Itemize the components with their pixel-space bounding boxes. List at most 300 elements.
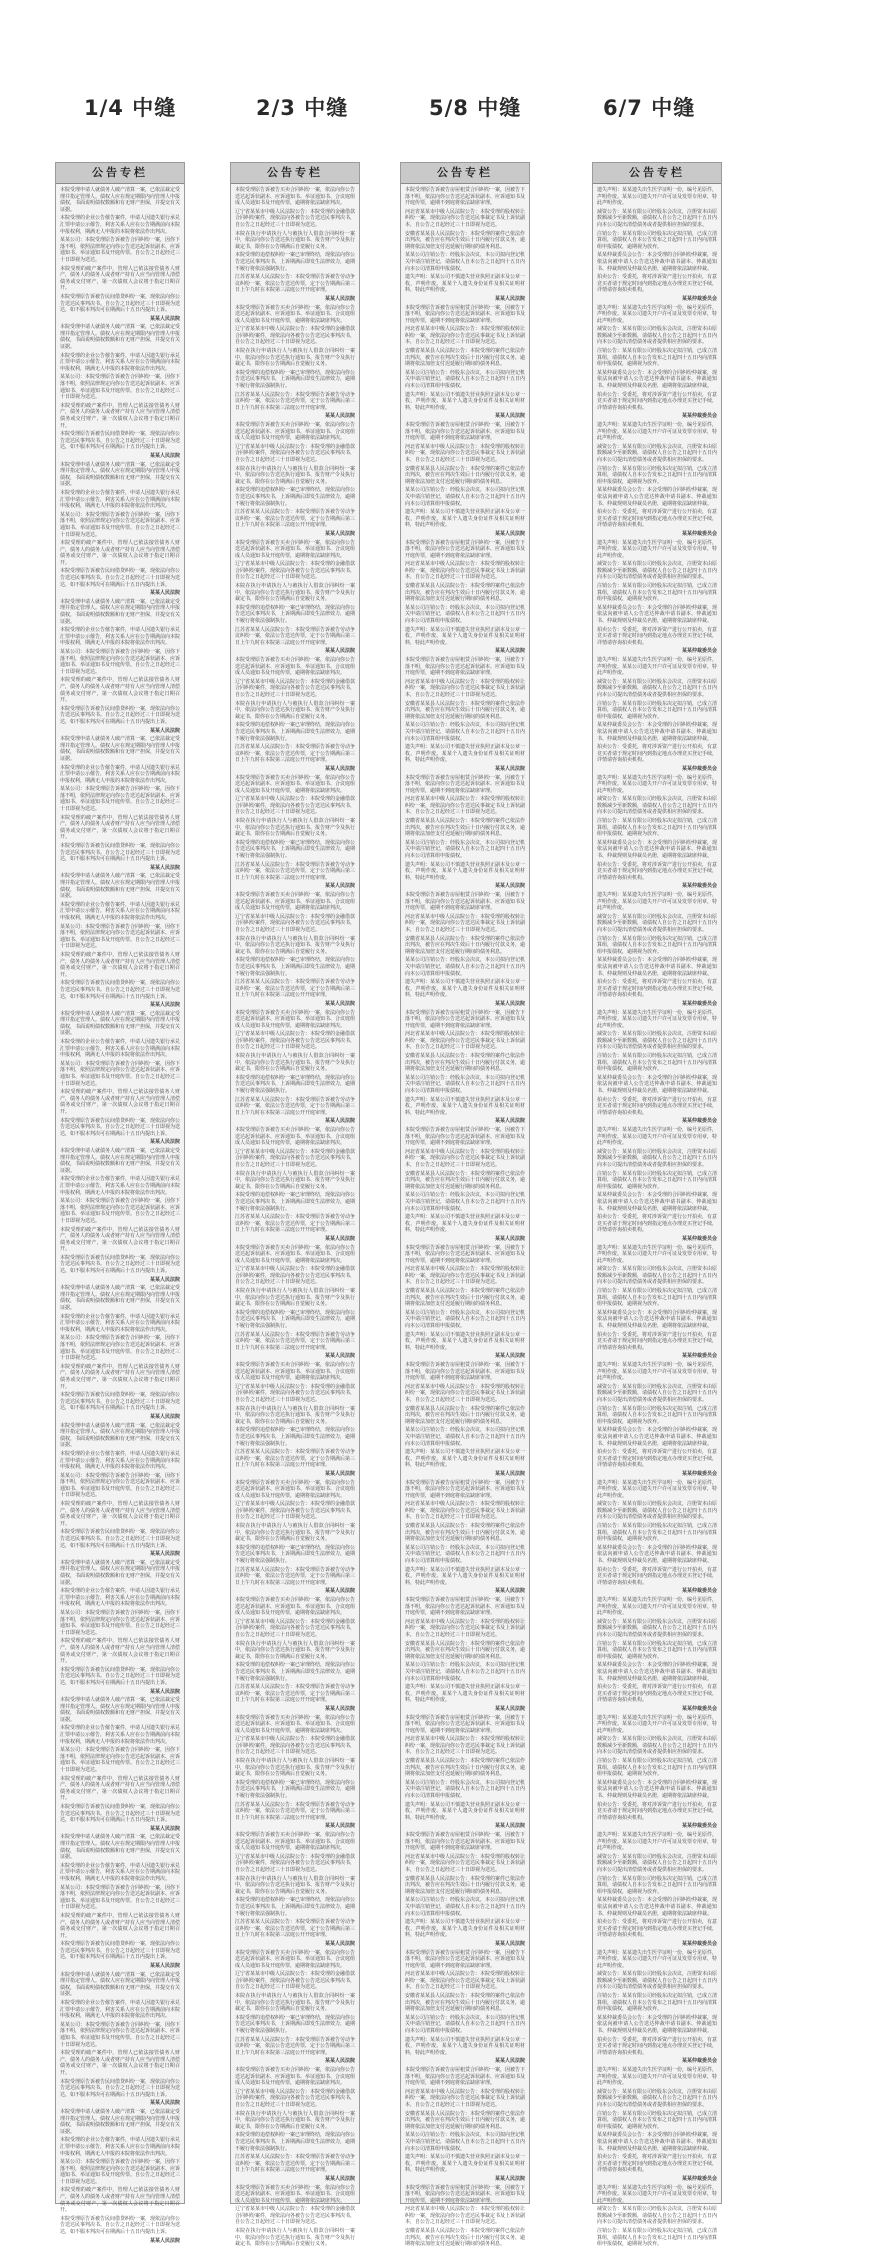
- notice-paragraph: 某某仲裁委员会公告：本会受理的合同纠纷仲裁案，现依法向被申请人公告送达仲裁申请书副本、仲裁通知书、仲裁规则及仲裁员名册，逾期将依法缺席仲裁。: [597, 252, 718, 272]
- notice-paragraph: 安徽省某某县人民法院公告：本院受理的案件已依法作出判决，被告应在判决生效后十日内履行付款义务，逾期将依法加倍支付迟延履行期间的债务利息。: [405, 1288, 526, 1308]
- notice-paragraph: 某某公司注销公告：经股东会决议，本公司拟向登记机关申请注销登记，请债权人自本公告之日起四十五日内向本公司清算组申报债权。: [405, 1897, 526, 1917]
- notice-paragraph: 本院受理的破产案件中，管理人已依法接管债务人财产，债务人的债务人或者财产持有人应当向管理人清偿债务或交付财产，第一次债权人会议将于指定日期召开。: [60, 2050, 181, 2076]
- notice-paragraph: 某某公司：本院受理原告诉被告合同纠纷一案，因你下落不明，依照法律规定向你公告送达起诉状副本、应诉通知书、举证通知书及开庭传票。自公告之日起经过三十日即视为送达。: [60, 649, 181, 675]
- notice-paragraph: 减资公告：某某有限公司经股东会决议，注册资本由原数额减少至新数额，请债权人自公告之日起四十五日内向本公司提出清偿债务或者提供相应担保的要求。: [597, 1266, 718, 1286]
- notice-paragraph: 本院在执行申请执行人与被执行人借款合同纠纷一案中，依法向你公告送达执行通知书、报告财产令及执行裁定书，限你在公告期满后自觉履行义务。: [235, 1993, 356, 2013]
- notice-paragraph: 安徽省某某县人民法院公告：本院受理的案件已依法作出判决，被告应在判决生效后十日内履行付款义务，逾期将依法加倍支付迟延履行期间的债务利息。: [405, 1993, 526, 2013]
- notice-paragraph: 本院受理申请人就债务人破产清算一案，已依法裁定受理并指定管理人。债权人应在规定期限内向管理人申报债权，书面说明债权数额和有无财产担保，并提交有关证据。: [60, 1010, 181, 1037]
- notice-paragraph: 本院受理的企业公告催告案件，申请人因遗失银行承兑汇票申请公示催告，利害关系人应在公告期满前向本院申报权利，期满无人申报的本院将依法作出判决。: [60, 1450, 181, 1471]
- notice-paragraph: 本院受理原告诉被告房屋租赁合同纠纷一案，因被告下落不明，依法向你公告送达起诉状副本、应诉通知书及开庭传票，逾期不到庭将依法缺席审理。: [405, 187, 526, 207]
- notice-paragraph: 本院受理申请人就债务人破产清算一案，已依法裁定受理并指定管理人。债权人应在规定期限内向管理人申报债权，书面说明债权数额和有无财产担保，并提交有关证据。: [60, 1971, 181, 1998]
- notice-paragraph: 某某公司注销公告：经股东会决议，本公司拟向登记机关申请注销登记，请债权人自本公告之日起四十五日内向本公司清算组申报债权。: [405, 1192, 526, 1212]
- notice-paragraph: 辽宁省某某市中级人民法院公告：本院受理的金融借款合同纠纷案件，现依法向各被告公告送达民事判决书，自公告之日起经过三十日即视为送达。: [235, 1618, 356, 1638]
- notice-paragraph: 减资公告：某某有限公司经股东会决议，注册资本由原数额减少至新数额，请债权人自公告之日起四十五日内向本公司提出清偿债务或者提供相应担保的要求。: [597, 2206, 718, 2226]
- notice-paragraph: 遗失声明：某某公司不慎遗失营业执照正副本及公章一枚，声明作废。某某个人遗失身份证件及相关证明材料，特此声明作废。: [405, 509, 526, 529]
- notice-paragraph: 本院受理的追偿权纠纷一案已审理终结，现依法向你公告送达民事判决书，上诉期满后即发生法律效力，逾期不履行将依法强制执行。: [235, 1779, 356, 1800]
- column-label-4: 6/7 中缝: [603, 96, 696, 120]
- notice-paragraph: 本院受理的破产案件中，管理人已依法接管债务人财产，债务人的债务人或者财产持有人应当向管理人清偿债务或交付财产，第一次债权人会议将于指定日期召开。: [60, 1089, 181, 1115]
- notice-signature: 某某人民法院: [324, 1470, 355, 1477]
- notice-paragraph: 本院受理申请人就债务人破产清算一案，已依法裁定受理并指定管理人。债权人应在规定期限内向管理人申报债权，书面说明债权数额和有无财产担保，并提交有关证据。: [60, 1147, 181, 1174]
- notice-paragraph: 某某公司注销公告：经股东会决议，本公司拟向登记机关申请注销登记，请债权人自本公告之日起四十五日内向本公司清算组申报债权。: [405, 369, 526, 390]
- notice-paragraph: 拍卖公告：受委托，将对涉诉资产进行公开拍卖，有意竞买者请于规定时间内到指定地点办理竞买登记手续，详情请咨询拍卖机构。: [597, 1096, 718, 1116]
- notice-paragraph: 某某仲裁委员会公告：本会受理的合同纠纷仲裁案，现依法向被申请人公告送达仲裁申请书副本、仲裁通知书、仲裁规则及仲裁员名册，逾期将依法缺席仲裁。: [597, 1897, 718, 1917]
- column-label-2: 2/3 中缝: [256, 96, 349, 120]
- notice-signature: 某某人民法院: [324, 413, 355, 420]
- notice-paragraph: 某某公司注销公告：经股东会决议，本公司拟向登记机关申请注销登记，请债权人自本公告之日起四十五日内向本公司清算组申报债权。: [405, 2014, 526, 2035]
- notice-paragraph: 本院受理的企业公告催告案件，申请人因遗失银行承兑汇票申请公示催告，利害关系人应在公告期满前向本院申报权利，期满无人申报的本院将依法作出判决。: [60, 1862, 181, 1882]
- notice-paragraph: 江苏省某某人民法院公告：本院受理原告诉被告劳动争议纠纷一案，依法公告送达传票，定于公告期满后第三日上午九时在本院第三法庭公开开庭审理。: [235, 1331, 356, 1351]
- notice-paragraph: 本院受理原告诉被告民间借贷纠纷一案，现依法向你公告送达民事判决书。自公告之日起经过三十日即视为送达，如不服本判决可在期满后十五日内提出上诉。: [60, 1529, 181, 1549]
- notice-paragraph: 本院受理的追偿权纠纷一案已审理终结，现依法向你公告送达民事判决书，上诉期满后即发生法律效力，逾期不履行将依法强制执行。: [235, 1309, 356, 1330]
- notice-paragraph: 注销公告：某某有限公司经股东决定拟注销，已成立清算组，请债权人自本公告发布之日起四十五日内向清算组申报债权，逾期视为放弃。: [597, 583, 718, 603]
- notice-signature: 某某人民法院: [324, 1235, 355, 1242]
- notice-paragraph: 减资公告：某某有限公司经股东会决议，注册资本由原数额减少至新数额，请债权人自公告之日起四十五日内向本公司提出清偿债务或者提供相应担保的要求。: [597, 1383, 718, 1403]
- notice-paragraph: 某某仲裁委员会公告：本会受理的合同纠纷仲裁案，现依法向被申请人公告送达仲裁申请书副本、仲裁通知书、仲裁规则及仲裁员名册，逾期将依法缺席仲裁。: [597, 1309, 718, 1330]
- notice-paragraph: 遗失声明：某某公司不慎遗失营业执照正副本及公章一枚，声明作废。某某个人遗失身份证件及相关证明材料，特此声明作废。: [405, 2036, 526, 2056]
- notice-paragraph: 注销公告：某某有限公司经股东决定拟注销，已成立清算组，请债权人自本公告发布之日起四十五日内向清算组申报债权，逾期视为放弃。: [597, 465, 718, 485]
- notice-signature: 某某人民法院: [494, 1823, 525, 1830]
- notice-paragraph: 本院受理的追偿权纠纷一案已审理终结，现依法向你公告送达民事判决书，上诉期满后即发生法律效力，逾期不履行将依法强制执行。: [235, 1544, 356, 1565]
- notice-paragraph: 本院受理申请人就债务人破产清算一案，已依法裁定受理并指定管理人。债权人应在规定期限内向管理人申报债权，书面说明债权数额和有无财产担保，并提交有关证据。: [60, 598, 181, 625]
- notice-paragraph: 某某公司：本院受理原告诉被告合同纠纷一案，因你下落不明，依照法律规定向你公告送达起诉状副本、应诉通知书、举证通知书及开庭传票。自公告之日起经过三十日即视为送达。: [60, 1884, 181, 1911]
- notice-paragraph: 某某仲裁委员会公告：本会受理的合同纠纷仲裁案，现依法向被申请人公告送达仲裁申请书副本、仲裁通知书、仲裁规则及仲裁员名册，逾期将依法缺席仲裁。: [597, 1427, 718, 1447]
- notice-signature: 某某人民法院: [494, 1000, 525, 1007]
- notice-signature: 某某人民法院: [324, 1823, 355, 1830]
- notice-signature: 某某仲裁委员会: [681, 2175, 717, 2182]
- notice-paragraph: 遗失声明：某某遗失出生医学证明一份，编号见原件，声明作废。某某公司遗失开户许可证及发票专用章，特此声明作废。: [597, 1949, 718, 1969]
- notice-paragraph: 本院受理的企业公告催告案件，申请人因遗失银行承兑汇票申请公示催告，利害关系人应在公告期满前向本院申报权利，期满无人申报的本院将依法作出判决。: [60, 2137, 181, 2157]
- notice-signature: 某某人民法院: [324, 1118, 355, 1125]
- notice-paragraph: 本院受理原告诉被告买卖合同纠纷一案，依法向你公告送达起诉状副本、应诉通知书、举证通知书、合议庭组成人员通知书及开庭传票，逾期将依法缺席判决。: [235, 539, 356, 559]
- notice-signature: 某某人民法院: [494, 413, 525, 420]
- notice-paragraph: 本院受理原告诉被告买卖合同纠纷一案，依法向你公告送达起诉状副本、应诉通知书、举证通知书、合议庭组成人员通知书及开庭传票，逾期将依法缺席判决。: [235, 304, 356, 324]
- notice-signature: 某某人民法院: [324, 1353, 355, 1360]
- notice-column-1: [55, 162, 185, 2244]
- notice-paragraph: 本院受理原告诉被告房屋租赁合同纠纷一案，因被告下落不明，依法向你公告送达起诉状副本、应诉通知书及开庭传票，逾期不到庭将依法缺席审理。: [405, 1597, 526, 1617]
- notice-signature: 某某人民法院: [324, 765, 355, 772]
- notice-paragraph: 本院受理的企业公告催告案件，申请人因遗失银行承兑汇票申请公示催告，利害关系人应在公告期满前向本院申报权利，期满无人申报的本院将依法作出判决。: [60, 489, 181, 510]
- notice-paragraph: 本院受理原告诉被告买卖合同纠纷一案，依法向你公告送达起诉状副本、应诉通知书、举证通知书、合议庭组成人员通知书及开庭传票，逾期将依法缺席判决。: [235, 2067, 356, 2087]
- notice-paragraph: 河北省某某市中级人民法院公告：本院受理的股权转让纠纷一案，现依法向你公告送达民事裁定书及上诉状副本，自公告之日起经过三十日即视为送达。: [405, 1618, 526, 1638]
- notice-paragraph: 某某仲裁委员会公告：本会受理的合同纠纷仲裁案，现依法向被申请人公告送达仲裁申请书副本、仲裁通知书、仲裁规则及仲裁员名册，逾期将依法缺席仲裁。: [597, 2132, 718, 2152]
- notice-paragraph: 减资公告：某某有限公司经股东会决议，注册资本由原数额减少至新数额，请债权人自公告之日起四十五日内向本公司提出清偿债务或者提供相应担保的要求。: [597, 678, 718, 698]
- notice-paragraph: 本院受理的追偿权纠纷一案已审理终结，现依法向你公告送达民事判决书，上诉期满后即发生法律效力，逾期不履行将依法强制执行。: [235, 369, 356, 390]
- notice-paragraph: 本院受理的追偿权纠纷一案已审理终结，现依法向你公告送达民事判决书，上诉期满后即发生法律效力，逾期不履行将依法强制执行。: [235, 1662, 356, 1682]
- notice-paragraph: 遗失声明：某某遗失出生医学证明一份，编号见原件，声明作废。某某公司遗失开户许可证及发票专用章，特此声明作废。: [597, 1714, 718, 1734]
- notice-paragraph: 注销公告：某某有限公司经股东决定拟注销，已成立清算组，请债权人自本公告发布之日起四十五日内向清算组申报债权，逾期视为放弃。: [597, 348, 718, 368]
- notice-paragraph: 遗失声明：某某公司不慎遗失营业执照正副本及公章一枚，声明作废。某某个人遗失身份证件及相关证明材料，特此声明作废。: [405, 1449, 526, 1469]
- notice-paragraph: 本院受理的企业公告催告案件，申请人因遗失银行承兑汇票申请公示催告，利害关系人应在公告期满前向本院申报权利，期满无人申报的本院将依法作出判决。: [60, 2000, 181, 2020]
- notice-signature: 某某仲裁委员会: [681, 1353, 717, 1360]
- notice-paragraph: 遗失声明：某某遗失出生医学证明一份，编号见原件，声明作废。某某公司遗失开户许可证及发票专用章，特此声明作废。: [597, 1479, 718, 1499]
- notice-paragraph: 河北省某某市中级人民法院公告：本院受理的股权转让纠纷一案，现依法向你公告送达民事裁定书及上诉状副本，自公告之日起经过三十日即视为送达。: [405, 1736, 526, 1756]
- notice-paragraph: 某某公司：本院受理原告诉被告合同纠纷一案，因你下落不明，依照法律规定向你公告送达起诉状副本、应诉通知书、举证通知书及开庭传票。自公告之日起经过三十日即视为送达。: [60, 786, 181, 813]
- notice-signature: 某某仲裁委员会: [681, 530, 717, 537]
- notice-paragraph: 安徽省某某县人民法院公告：本院受理的案件已依法作出判决，被告应在判决生效后十日内履行付款义务，逾期将依法加倍支付迟延履行期间的债务利息。: [405, 2110, 526, 2130]
- notice-paragraph: 拍卖公告：受委托，将对涉诉资产进行公开拍卖，有意竞买者请于规定时间内到指定地点办理竞买登记手续，详情请咨询拍卖机构。: [597, 1919, 718, 1939]
- notice-paragraph: 本院受理原告诉被告房屋租赁合同纠纷一案，因被告下落不明，依法向你公告送达起诉状副本、应诉通知书及开庭传票，逾期不到庭将依法缺席审理。: [405, 2067, 526, 2087]
- notice-signature: 某某人民法院: [149, 1276, 180, 1283]
- notice-paragraph: 遗失声明：某某公司不慎遗失营业执照正副本及公章一枚，声明作废。某某个人遗失身份证件及相关证明材料，特此声明作废。: [405, 1919, 526, 1939]
- notice-signature: 某某人民法院: [494, 1470, 525, 1477]
- notice-paragraph: 本院受理的追偿权纠纷一案已审理终结，现依法向你公告送达民事判决书，上诉期满后即发生法律效力，逾期不履行将依法强制执行。: [235, 604, 356, 625]
- notice-signature: 某某仲裁委员会: [681, 1235, 717, 1242]
- notice-paragraph: 本院受理的破产案件中，管理人已依法接管债务人财产，债务人的债务人或者财产持有人应当向管理人清偿债务或交付财产，第一次债权人会议将于指定日期召开。: [60, 1912, 181, 1939]
- notice-paragraph: 本院受理的追偿权纠纷一案已审理终结，现依法向你公告送达民事判决书，上诉期满后即发生法律效力，逾期不履行将依法强制执行。: [235, 2014, 356, 2035]
- notice-paragraph: 注销公告：某某有限公司经股东决定拟注销，已成立清算组，请债权人自本公告发布之日起四十五日内向清算组申报债权，逾期视为放弃。: [597, 1640, 718, 1660]
- notice-signature: 某某人民法院: [494, 295, 525, 302]
- notice-paragraph: 本院在执行申请执行人与被执行人借款合同纠纷一案中，依法向你公告送达执行通知书、报告财产令及执行裁定书，限你在公告期满后自觉履行义务。: [235, 700, 356, 720]
- notice-paragraph: 本院受理原告诉被告买卖合同纠纷一案，依法向你公告送达起诉状副本、应诉通知书、举证通知书、合议庭组成人员通知书及开庭传票，逾期将依法缺席判决。: [235, 1949, 356, 1969]
- notice-paragraph: 本院受理申请人就债务人破产清算一案，已依法裁定受理并指定管理人。债权人应在规定期限内向管理人申报债权，书面说明债权数额和有无财产担保，并提交有关证据。: [60, 1285, 181, 1312]
- notice-paragraph: 辽宁省某某市中级人民法院公告：本院受理的金融借款合同纠纷案件，现依法向各被告公告送达民事判决书，自公告之日起经过三十日即视为送达。: [235, 1853, 356, 1873]
- notice-signature: 某某仲裁委员会: [681, 1118, 717, 1125]
- notice-paragraph: 安徽省某某县人民法院公告：本院受理的案件已依法作出判决，被告应在判决生效后十日内履行付款义务，逾期将依法加倍支付迟延履行期间的债务利息。: [405, 935, 526, 955]
- notice-paragraph: 本院在执行申请执行人与被执行人借款合同纠纷一案中，依法向你公告送达执行通知书、报告财产令及执行裁定书，限你在公告期满后自觉履行义务。: [235, 1170, 356, 1190]
- notice-paragraph: 注销公告：某某有限公司经股东决定拟注销，已成立清算组，请债权人自本公告发布之日起四十五日内向清算组申报债权，逾期视为放弃。: [597, 1523, 718, 1543]
- notice-paragraph: 本院受理的追偿权纠纷一案已审理终结，现依法向你公告送达民事判决书，上诉期满后即发生法律效力，逾期不履行将依法强制执行。: [235, 487, 356, 507]
- notice-paragraph: 辽宁省某某市中级人民法院公告：本院受理的金融借款合同纠纷案件，现依法向各被告公告送达民事判决书，自公告之日起经过三十日即视为送达。: [235, 2206, 356, 2226]
- notice-paragraph: 减资公告：某某有限公司经股东会决议，注册资本由原数额减少至新数额，请债权人自公告之日起四十五日内向本公司提出清偿债务或者提供相应担保的要求。: [597, 796, 718, 816]
- notice-paragraph: 某某仲裁委员会公告：本会受理的合同纠纷仲裁案，现依法向被申请人公告送达仲裁申请书副本、仲裁通知书、仲裁规则及仲裁员名册，逾期将依法缺席仲裁。: [597, 2014, 718, 2035]
- notice-paragraph: 拍卖公告：受委托，将对涉诉资产进行公开拍卖，有意竞买者请于规定时间内到指定地点办理竞买登记手续，详情请咨询拍卖机构。: [597, 391, 718, 411]
- column-body: [60, 187, 181, 2244]
- notice-paragraph: 注销公告：某某有限公司经股东决定拟注销，已成立清算组，请债权人自本公告发布之日起四十五日内向清算组申报债权，逾期视为放弃。: [597, 1170, 718, 1190]
- notice-paragraph: 辽宁省某某市中级人民法院公告：本院受理的金融借款合同纠纷案件，现依法向各被告公告送达民事判决书，自公告之日起经过三十日即视为送达。: [235, 2088, 356, 2108]
- notice-paragraph: 本院受理原告诉被告房屋租赁合同纠纷一案，因被告下落不明，依法向你公告送达起诉状副本、应诉通知书及开庭传票，逾期不到庭将依法缺席审理。: [405, 1479, 526, 1499]
- notice-paragraph: 江苏省某某人民法院公告：本院受理原告诉被告劳动争议纠纷一案，依法公告送达传票，定于公告期满后第三日上午九时在本院第三法庭公开开庭审理。: [235, 1684, 356, 1704]
- notice-paragraph: 遗失声明：某某公司不慎遗失营业执照正副本及公章一枚，声明作废。某某个人遗失身份证件及相关证明材料，特此声明作废。: [405, 1801, 526, 1821]
- notice-paragraph: 本院受理的破产案件中，管理人已依法接管债务人财产，债务人的债务人或者财产持有人应当向管理人清偿债务或交付财产，第一次债权人会议将于指定日期召开。: [60, 2187, 181, 2214]
- column-header: 公告专栏: [231, 163, 359, 184]
- notice-paragraph: 某某公司注销公告：经股东会决议，本公司拟向登记机关申请注销登记，请债权人自本公告之日起四十五日内向本公司清算组申报债权。: [405, 1544, 526, 1565]
- notice-signature: 某某人民法院: [494, 2175, 525, 2182]
- notice-paragraph: 某某仲裁委员会公告：本会受理的合同纠纷仲裁案，现依法向被申请人公告送达仲裁申请书副本、仲裁通知书、仲裁规则及仲裁员名册，逾期将依法缺席仲裁。: [597, 369, 718, 390]
- notice-paragraph: 本院受理原告诉被告房屋租赁合同纠纷一案，因被告下落不明，依法向你公告送达起诉状副本、应诉通知书及开庭传票，逾期不到庭将依法缺席审理。: [405, 1362, 526, 1382]
- notice-paragraph: 某某公司：本院受理原告诉被告合同纠纷一案，因你下落不明，依照法律规定向你公告送达起诉状副本、应诉通知书、举证通知书及开庭传票。自公告之日起经过三十日即视为送达。: [60, 2021, 181, 2048]
- notice-paragraph: 本院在执行申请执行人与被执行人借款合同纠纷一案中，依法向你公告送达执行通知书、报告财产令及执行裁定书，限你在公告期满后自觉履行义务。: [235, 348, 356, 368]
- notice-paragraph: 减资公告：某某有限公司经股东会决议，注册资本由原数额减少至新数额，请债权人自公告之日起四十五日内向本公司提出清偿债务或者提供相应担保的要求。: [597, 1618, 718, 1638]
- notice-paragraph: 本院受理原告诉被告买卖合同纠纷一案，依法向你公告送达起诉状副本、应诉通知书、举证通知书、合议庭组成人员通知书及开庭传票，逾期将依法缺席判决。: [235, 1362, 356, 1382]
- notice-paragraph: 本院受理的破产案件中，管理人已依法接管债务人财产，债务人的债务人或者财产持有人应当向管理人清偿债务或交付财产，第一次债权人会议将于指定日期召开。: [60, 265, 181, 292]
- notice-signature: 某某仲裁委员会: [681, 2058, 717, 2065]
- notice-paragraph: 安徽省某某县人民法院公告：本院受理的案件已依法作出判决，被告应在判决生效后十日内履行付款义务，逾期将依法加倍支付迟延履行期间的债务利息。: [405, 348, 526, 368]
- notice-paragraph: 河北省某某市中级人民法院公告：本院受理的股权转让纠纷一案，现依法向你公告送达民事裁定书及上诉状副本，自公告之日起经过三十日即视为送达。: [405, 1266, 526, 1286]
- notice-paragraph: 某某公司：本院受理原告诉被告合同纠纷一案，因你下落不明，依照法律规定向你公告送达起诉状副本、应诉通知书、举证通知书及开庭传票。自公告之日起经过三十日即视为送达。: [60, 1335, 181, 1362]
- notice-paragraph: 本院受理申请人就债务人破产清算一案，已依法裁定受理并指定管理人。债权人应在规定期限内向管理人申报债权，书面说明债权数额和有无财产担保，并提交有关证据。: [60, 187, 181, 213]
- notice-paragraph: 本院受理原告诉被告买卖合同纠纷一案，依法向你公告送达起诉状副本、应诉通知书、举证通知书、合议庭组成人员通知书及开庭传票，逾期将依法缺席判决。: [235, 1832, 356, 1852]
- notice-paragraph: 拍卖公告：受委托，将对涉诉资产进行公开拍卖，有意竞买者请于规定时间内到指定地点办理竞买登记手续，详情请咨询拍卖机构。: [597, 979, 718, 999]
- notice-paragraph: 本院受理原告诉被告买卖合同纠纷一案，依法向你公告送达起诉状副本、应诉通知书、举证通知书、合议庭组成人员通知书及开庭传票，逾期将依法缺席判决。: [235, 1714, 356, 1734]
- notice-paragraph: 本院受理原告诉被告民间借贷纠纷一案，现依法向你公告送达民事判决书。自公告之日起经过三十日即视为送达，如不服本判决可在期满后十五日内提出上诉。: [60, 705, 181, 725]
- notice-paragraph: 本院在执行申请执行人与被执行人借款合同纠纷一案中，依法向你公告送达执行通知书、报告财产令及执行裁定书，限你在公告期满后自觉履行义务。: [235, 1640, 356, 1660]
- notice-paragraph: 某某仲裁委员会公告：本会受理的合同纠纷仲裁案，现依法向被申请人公告送达仲裁申请书副本、仲裁通知书、仲裁规则及仲裁员名册，逾期将依法缺席仲裁。: [597, 839, 718, 860]
- notice-paragraph: 本院受理原告诉被告房屋租赁合同纠纷一案，因被告下落不明，依法向你公告送达起诉状副本、应诉通知书及开庭传票，逾期不到庭将依法缺席审理。: [405, 539, 526, 559]
- notice-paragraph: 河北省某某市中级人民法院公告：本院受理的股权转让纠纷一案，现依法向你公告送达民事裁定书及上诉状副本，自公告之日起经过三十日即视为送达。: [405, 561, 526, 581]
- notice-signature: 某某人民法院: [494, 1588, 525, 1595]
- notice-paragraph: 辽宁省某某市中级人民法院公告：本院受理的金融借款合同纠纷案件，现依法向各被告公告送达民事判决书，自公告之日起经过三十日即视为送达。: [235, 1148, 356, 1168]
- notice-paragraph: 本院受理申请人就债务人破产清算一案，已依法裁定受理并指定管理人。债权人应在规定期限内向管理人申报债权，书面说明债权数额和有无财产担保，并提交有关证据。: [60, 1422, 181, 1449]
- notice-paragraph: 减资公告：某某有限公司经股东会决议，注册资本由原数额减少至新数额，请债权人自公告之日起四十五日内向本公司提出清偿债务或者提供相应担保的要求。: [597, 326, 718, 346]
- notice-paragraph: 江苏省某某人民法院公告：本院受理原告诉被告劳动争议纠纷一案，依法公告送达传票，定于公告期满后第三日上午九时在本院第三法庭公开开庭审理。: [235, 274, 356, 294]
- notice-signature: 某某仲裁委员会: [681, 1705, 717, 1712]
- notice-paragraph: 拍卖公告：受委托，将对涉诉资产进行公开拍卖，有意竞买者请于规定时间内到指定地点办理竞买登记手续，详情请咨询拍卖机构。: [597, 626, 718, 646]
- notice-paragraph: 本院受理原告诉被告买卖合同纠纷一案，依法向你公告送达起诉状副本、应诉通知书、举证通知书、合议庭组成人员通知书及开庭传票，逾期将依法缺席判决。: [235, 1597, 356, 1617]
- notice-paragraph: 某某仲裁委员会公告：本会受理的合同纠纷仲裁案，现依法向被申请人公告送达仲裁申请书副本、仲裁通知书、仲裁规则及仲裁员名册，逾期将依法缺席仲裁。: [597, 957, 718, 977]
- notice-paragraph: 本院受理的破产案件中，管理人已依法接管债务人财产，债务人的债务人或者财产持有人应当向管理人清偿债务或交付财产，第一次债权人会议将于指定日期召开。: [60, 951, 181, 978]
- notice-paragraph: 本院受理原告诉被告房屋租赁合同纠纷一案，因被告下落不明，依法向你公告送达起诉状副本、应诉通知书及开庭传票，逾期不到庭将依法缺席审理。: [405, 892, 526, 912]
- notice-paragraph: 江苏省某某人民法院公告：本院受理原告诉被告劳动争议纠纷一案，依法公告送达传票，定于公告期满后第三日上午九时在本院第三法庭公开开庭审理。: [235, 509, 356, 529]
- notice-paragraph: 减资公告：某某有限公司经股东会决议，注册资本由原数额减少至新数额，请债权人自公告之日起四十五日内向本公司提出清偿债务或者提供相应担保的要求。: [597, 1971, 718, 1991]
- notice-paragraph: 本院受理原告诉被告买卖合同纠纷一案，依法向你公告送达起诉状副本、应诉通知书、举证通知书、合议庭组成人员通知书及开庭传票，逾期将依法缺席判决。: [235, 1479, 356, 1499]
- notice-signature: 某某人民法院: [149, 727, 180, 734]
- notice-paragraph: 本院受理申请人就债务人破产清算一案，已依法裁定受理并指定管理人。债权人应在规定期限内向管理人申报债权，书面说明债权数额和有无财产担保，并提交有关证据。: [60, 1697, 181, 1723]
- notice-paragraph: 某某公司：本院受理原告诉被告合同纠纷一案，因你下落不明，依照法律规定向你公告送达起诉状副本、应诉通知书、举证通知书及开庭传票。自公告之日起经过三十日即视为送达。: [60, 923, 181, 950]
- notice-signature: 某某仲裁委员会: [681, 1000, 717, 1007]
- notice-signature: 某某人民法院: [324, 883, 355, 890]
- notice-paragraph: 某某仲裁委员会公告：本会受理的合同纠纷仲裁案，现依法向被申请人公告送达仲裁申请书副本、仲裁通知书、仲裁规则及仲裁员名册，逾期将依法缺席仲裁。: [597, 1192, 718, 1212]
- notice-paragraph: 注销公告：某某有限公司经股东决定拟注销，已成立清算组，请债权人自本公告发布之日起四十五日内向清算组申报债权，逾期视为放弃。: [597, 1405, 718, 1425]
- notice-paragraph: 安徽省某某县人民法院公告：本院受理的案件已依法作出判决，被告应在判决生效后十日内履行付款义务，逾期将依法加倍支付迟延履行期间的债务利息。: [405, 465, 526, 485]
- notice-paragraph: 本院受理原告诉被告房屋租赁合同纠纷一案，因被告下落不明，依法向你公告送达起诉状副本、应诉通知书及开庭传票，逾期不到庭将依法缺席审理。: [405, 774, 526, 794]
- notice-paragraph: 某某公司注销公告：经股东会决议，本公司拟向登记机关申请注销登记，请债权人自本公告之日起四十五日内向本公司清算组申报债权。: [405, 1074, 526, 1095]
- notice-paragraph: 遗失声明：某某遗失出生医学证明一份，编号见原件，声明作废。某某公司遗失开户许可证及发票专用章，特此声明作废。: [597, 2184, 718, 2204]
- notice-paragraph: 本院受理的企业公告催告案件，申请人因遗失银行承兑汇票申请公示催告，利害关系人应在公告期满前向本院申报权利，期满无人申报的本院将依法作出判决。: [60, 1176, 181, 1196]
- notice-signature: 某某仲裁委员会: [681, 765, 717, 772]
- notice-paragraph: 减资公告：某某有限公司经股东会决议，注册资本由原数额减少至新数额，请债权人自公告之日起四十五日内向本公司提出清偿债务或者提供相应担保的要求。: [597, 1736, 718, 1756]
- notice-signature: 某某人民法院: [494, 1235, 525, 1242]
- notice-paragraph: 安徽省某某县人民法院公告：本院受理的案件已依法作出判决，被告应在判决生效后十日内履行付款义务，逾期将依法加倍支付迟延履行期间的债务利息。: [405, 1053, 526, 1073]
- notice-signature: 某某仲裁委员会: [681, 1470, 717, 1477]
- notice-paragraph: 某某公司：本院受理原告诉被告合同纠纷一案，因你下落不明，依照法律规定向你公告送达起诉状副本、应诉通知书、举证通知书及开庭传票。自公告之日起经过三十日即视为送达。: [60, 1609, 181, 1636]
- notice-paragraph: 本院受理的追偿权纠纷一案已审理终结，现依法向你公告送达民事判决书，上诉期满后即发生法律效力，逾期不履行将依法强制执行。: [235, 722, 356, 742]
- notice-paragraph: 遗失声明：某某遗失出生医学证明一份，编号见原件，声明作废。某某公司遗失开户许可证及发票专用章，特此声明作废。: [597, 539, 718, 559]
- notice-paragraph: 本院受理的破产案件中，管理人已依法接管债务人财产，债务人的债务人或者财产持有人应当向管理人清偿债务或交付财产，第一次债权人会议将于指定日期召开。: [60, 1775, 181, 1802]
- column-header: 公告专栏: [593, 163, 721, 184]
- notice-paragraph: 减资公告：某某有限公司经股东会决议，注册资本由原数额减少至新数额，请债权人自公告之日起四十五日内向本公司提出清偿债务或者提供相应担保的要求。: [597, 913, 718, 933]
- notice-paragraph: 河北省某某市中级人民法院公告：本院受理的股权转让纠纷一案，现依法向你公告送达民事裁定书及上诉状副本，自公告之日起经过三十日即视为送达。: [405, 796, 526, 816]
- notice-paragraph: 减资公告：某某有限公司经股东会决议，注册资本由原数额减少至新数额，请债权人自公告之日起四十五日内向本公司提出清偿债务或者提供相应担保的要求。: [597, 208, 718, 228]
- notice-paragraph: 本院受理原告诉被告买卖合同纠纷一案，依法向你公告送达起诉状副本、应诉通知书、举证通知书、合议庭组成人员通知书及开庭传票，逾期将依法缺席判决。: [235, 1009, 356, 1029]
- notice-paragraph: 注销公告：某某有限公司经股东决定拟注销，已成立清算组，请债权人自本公告发布之日起四十五日内向清算组申报债权，逾期视为放弃。: [597, 2110, 718, 2130]
- notice-paragraph: 本院受理原告诉被告民间借贷纠纷一案，现依法向你公告送达民事判决书。自公告之日起经过三十日即视为送达，如不服本判决可在期满后十五日内提出上诉。: [60, 1392, 181, 1412]
- notice-paragraph: 某某公司：本院受理原告诉被告合同纠纷一案，因你下落不明，依照法律规定向你公告送达起诉状副本、应诉通知书、举证通知书及开庭传票。自公告之日起经过三十日即视为送达。: [60, 511, 181, 538]
- notice-paragraph: 辽宁省某某市中级人民法院公告：本院受理的金融借款合同纠纷案件，现依法向各被告公告送达民事判决书，自公告之日起经过三十日即视为送达。: [235, 208, 356, 228]
- notice-paragraph: 本院受理原告诉被告买卖合同纠纷一案，依法向你公告送达起诉状副本、应诉通知书、举证通知书、合议庭组成人员通知书及开庭传票，逾期将依法缺席判决。: [235, 422, 356, 442]
- notice-paragraph: 江苏省某某人民法院公告：本院受理原告诉被告劳动争议纠纷一案，依法公告送达传票，定于公告期满后第三日上午九时在本院第三法庭公开开庭审理。: [235, 979, 356, 999]
- notice-paragraph: 江苏省某某人民法院公告：本院受理原告诉被告劳动争议纠纷一案，依法公告送达传票，定于公告期满后第三日上午九时在本院第三法庭公开开庭审理。: [235, 626, 356, 646]
- notice-signature: 某某人民法院: [149, 452, 180, 459]
- notice-signature: 某某仲裁委员会: [681, 295, 717, 302]
- notice-paragraph: 遗失声明：某某公司不慎遗失营业执照正副本及公章一枚，声明作废。某某个人遗失身份证件及相关证明材料，特此声明作废。: [405, 391, 526, 411]
- notice-paragraph: 遗失声明：某某公司不慎遗失营业执照正副本及公章一枚，声明作废。某某个人遗失身份证件及相关证明材料，特此声明作废。: [405, 626, 526, 646]
- notice-paragraph: 江苏省某某人民法院公告：本院受理原告诉被告劳动争议纠纷一案，依法公告送达传票，定于公告期满后第三日上午九时在本院第三法庭公开开庭审理。: [235, 744, 356, 764]
- notice-paragraph: 辽宁省某某市中级人民法院公告：本院受理的金融借款合同纠纷案件，现依法向各被告公告送达民事判决书，自公告之日起经过三十日即视为送达。: [235, 1031, 356, 1051]
- notice-paragraph: 江苏省某某人民法院公告：本院受理原告诉被告劳动争议纠纷一案，依法公告送达传票，定于公告期满后第三日上午九时在本院第三法庭公开开庭审理。: [235, 861, 356, 881]
- notice-signature: 某某人民法院: [149, 1688, 180, 1695]
- notice-paragraph: 注销公告：某某有限公司经股东决定拟注销，已成立清算组，请债权人自本公告发布之日起四十五日内向清算组申报债权，逾期视为放弃。: [597, 1993, 718, 2013]
- notice-paragraph: 安徽省某某县人民法院公告：本院受理的案件已依法作出判决，被告应在判决生效后十日内履行付款义务，逾期将依法加倍支付迟延履行期间的债务利息。: [405, 700, 526, 720]
- notice-signature: 某某人民法院: [149, 1139, 180, 1146]
- notice-signature: 某某仲裁委员会: [681, 1823, 717, 1830]
- notice-paragraph: 本院在执行申请执行人与被执行人借款合同纠纷一案中，依法向你公告送达执行通知书、报告财产令及执行裁定书，限你在公告期满后自觉履行义务。: [235, 1875, 356, 1895]
- notice-paragraph: 某某仲裁委员会公告：本会受理的合同纠纷仲裁案，现依法向被申请人公告送达仲裁申请书副本、仲裁通知书、仲裁规则及仲裁员名册，逾期将依法缺席仲裁。: [597, 1544, 718, 1565]
- notice-paragraph: 江苏省某某人民法院公告：本院受理原告诉被告劳动争议纠纷一案，依法公告送达传票，定于公告期满后第三日上午九时在本院第三法庭公开开庭审理。: [235, 391, 356, 411]
- notice-signature: 某某人民法院: [324, 295, 355, 302]
- notice-paragraph: 减资公告：某某有限公司经股东会决议，注册资本由原数额减少至新数额，请债权人自公告之日起四十五日内向本公司提出清偿债务或者提供相应担保的要求。: [597, 443, 718, 463]
- notice-paragraph: 遗失声明：某某遗失出生医学证明一份，编号见原件，声明作废。某某公司遗失开户许可证及发票专用章，特此声明作废。: [597, 1362, 718, 1382]
- notice-paragraph: 本院受理原告诉被告民间借贷纠纷一案，现依法向你公告送达民事判决书。自公告之日起经过三十日即视为送达，如不服本判决可在期满后十五日内提出上诉。: [60, 293, 181, 314]
- notice-paragraph: 减资公告：某某有限公司经股东会决议，注册资本由原数额减少至新数额，请债权人自公告之日起四十五日内向本公司提出清偿债务或者提供相应担保的要求。: [597, 561, 718, 581]
- notice-paragraph: 河北省某某市中级人民法院公告：本院受理的股权转让纠纷一案，现依法向你公告送达民事裁定书及上诉状副本，自公告之日起经过三十日即视为送达。: [405, 913, 526, 933]
- notice-paragraph: 本院受理原告诉被告房屋租赁合同纠纷一案，因被告下落不明，依法向你公告送达起诉状副本、应诉通知书及开庭传票，逾期不到庭将依法缺席审理。: [405, 2184, 526, 2204]
- notice-paragraph: 注销公告：某某有限公司经股东决定拟注销，已成立清算组，请债权人自本公告发布之日起四十五日内向清算组申报债权，逾期视为放弃。: [597, 935, 718, 955]
- notice-paragraph: 遗失声明：某某遗失出生医学证明一份，编号见原件，声明作废。某某公司遗失开户许可证及发票专用章，特此声明作废。: [597, 187, 718, 207]
- column-header: 公告专栏: [401, 163, 529, 184]
- notice-paragraph: 本院受理原告诉被告民间借贷纠纷一案，现依法向你公告送达民事判决书。自公告之日起经过三十日即视为送达，如不服本判决可在期满后十五日内提出上诉。: [60, 2078, 181, 2098]
- notice-paragraph: 河北省某某市中级人民法院公告：本院受理的股权转让纠纷一案，现依法向你公告送达民事裁定书及上诉状副本，自公告之日起经过三十日即视为送达。: [405, 678, 526, 698]
- notice-paragraph: 本院受理的企业公告催告案件，申请人因遗失银行承兑汇票申请公示催告，利害关系人应在公告期满前向本院申报权利，期满无人申报的本院将依法作出判决。: [60, 1039, 181, 1059]
- notice-signature: 某某人民法院: [324, 1000, 355, 1007]
- notice-paragraph: 注销公告：某某有限公司经股东决定拟注销，已成立清算组，请债权人自本公告发布之日起四十五日内向清算组申报债权，逾期视为放弃。: [597, 818, 718, 838]
- notice-paragraph: 遗失声明：某某公司不慎遗失营业执照正副本及公章一枚，声明作废。某某个人遗失身份证件及相关证明材料，特此声明作废。: [405, 1331, 526, 1351]
- notice-paragraph: 本院在执行申请执行人与被执行人借款合同纠纷一案中，依法向你公告送达执行通知书、报告财产令及执行裁定书，限你在公告期满后自觉履行义务。: [235, 465, 356, 485]
- notice-paragraph: 本院在执行申请执行人与被执行人借款合同纠纷一案中，依法向你公告送达执行通知书、报告财产令及执行裁定书，限你在公告期满后自觉履行义务。: [235, 1405, 356, 1425]
- notice-paragraph: 遗失声明：某某遗失出生医学证明一份，编号见原件，声明作废。某某公司遗失开户许可证及发票专用章，特此声明作废。: [597, 1127, 718, 1147]
- notice-paragraph: 辽宁省某某市中级人民法院公告：本院受理的金融借款合同纠纷案件，现依法向各被告公告送达民事判决书，自公告之日起经过三十日即视为送达。: [235, 1501, 356, 1521]
- notice-paragraph: 某某公司注销公告：经股东会决议，本公司拟向登记机关申请注销登记，请债权人自本公告之日起四十五日内向本公司清算组申报债权。: [405, 957, 526, 977]
- notice-paragraph: 本院受理的追偿权纠纷一案已审理终结，现依法向你公告送达民事判决书，上诉期满后即发生法律效力，逾期不履行将依法强制执行。: [235, 2132, 356, 2152]
- notice-signature: 某某人民法院: [494, 883, 525, 890]
- notice-paragraph: 注销公告：某某有限公司经股东决定拟注销，已成立清算组，请债权人自本公告发布之日起四十五日内向清算组申报债权，逾期视为放弃。: [597, 230, 718, 250]
- notice-paragraph: 安徽省某某县人民法院公告：本院受理的案件已依法作出判决，被告应在判决生效后十日内履行付款义务，逾期将依法加倍支付迟延履行期间的债务利息。: [405, 818, 526, 838]
- notice-paragraph: 某某公司注销公告：经股东会决议，本公司拟向登记机关申请注销登记，请债权人自本公告之日起四十五日内向本公司清算组申报债权。: [405, 604, 526, 625]
- notice-paragraph: 本院在执行申请执行人与被执行人借款合同纠纷一案中，依法向你公告送达执行通知书、报告财产令及执行裁定书，限你在公告期满后自觉履行义务。: [235, 1523, 356, 1543]
- notice-paragraph: 本院受理的破产案件中，管理人已依法接管债务人财产，债务人的债务人或者财产持有人应当向管理人清偿债务或交付财产，第一次债权人会议将于指定日期召开。: [60, 402, 181, 429]
- notice-paragraph: 拍卖公告：受委托，将对涉诉资产进行公开拍卖，有意竞买者请于规定时间内到指定地点办理竞买登记手续，详情请咨询拍卖机构。: [597, 1684, 718, 1704]
- notice-paragraph: 本院受理申请人就债务人破产清算一案，已依法裁定受理并指定管理人。债权人应在规定期限内向管理人申报债权，书面说明债权数额和有无财产担保，并提交有关证据。: [60, 736, 181, 762]
- notice-column-4: [592, 162, 722, 2248]
- notice-paragraph: 遗失声明：某某遗失出生医学证明一份，编号见原件，声明作废。某某公司遗失开户许可证及发票专用章，特此声明作废。: [597, 657, 718, 677]
- notice-paragraph: 安徽省某某县人民法院公告：本院受理的案件已依法作出判决，被告应在判决生效后十日内履行付款义务，逾期将依法加倍支付迟延履行期间的债务利息。: [405, 1640, 526, 1660]
- notice-paragraph: 江苏省某某人民法院公告：本院受理原告诉被告劳动争议纠纷一案，依法公告送达传票，定于公告期满后第三日上午九时在本院第三法庭公开开庭审理。: [235, 2154, 356, 2174]
- notice-paragraph: 本院受理原告诉被告民间借贷纠纷一案，现依法向你公告送达民事判决书。自公告之日起经过三十日即视为送达，如不服本判决可在期满后十五日内提出上诉。: [60, 980, 181, 1000]
- notice-paragraph: 某某公司：本院受理原告诉被告合同纠纷一案，因你下落不明，依照法律规定向你公告送达起诉状副本、应诉通知书、举证通知书及开庭传票。自公告之日起经过三十日即视为送达。: [60, 1472, 181, 1499]
- notice-signature: 某某人民法院: [149, 1963, 180, 1970]
- notice-paragraph: 本院受理原告诉被告买卖合同纠纷一案，依法向你公告送达起诉状副本、应诉通知书、举证通知书、合议庭组成人员通知书及开庭传票，逾期将依法缺席判决。: [235, 657, 356, 677]
- notice-paragraph: 辽宁省某某市中级人民法院公告：本院受理的金融借款合同纠纷案件，现依法向各被告公告送达民事判决书，自公告之日起经过三十日即视为送达。: [235, 1736, 356, 1756]
- notice-paragraph: 本院受理原告诉被告买卖合同纠纷一案，依法向你公告送达起诉状副本、应诉通知书、举证通知书、合议庭组成人员通知书及开庭传票，逾期将依法缺席判决。: [235, 1127, 356, 1147]
- notice-paragraph: 本院受理原告诉被告买卖合同纠纷一案，依法向你公告送达起诉状副本、应诉通知书、举证通知书、合议庭组成人员通知书及开庭传票，逾期将依法缺席判决。: [235, 1244, 356, 1264]
- notice-paragraph: 辽宁省某某市中级人民法院公告：本院受理的金融借款合同纠纷案件，现依法向各被告公告送达民事判决书，自公告之日起经过三十日即视为送达。: [235, 326, 356, 346]
- notice-paragraph: 本院受理的企业公告催告案件，申请人因遗失银行承兑汇票申请公示催告，利害关系人应在公告期满前向本院申报权利，期满无人申报的本院将依法作出判决。: [60, 627, 181, 647]
- notice-paragraph: 某某仲裁委员会公告：本会受理的合同纠纷仲裁案，现依法向被申请人公告送达仲裁申请书副本、仲裁通知书、仲裁规则及仲裁员名册，逾期将依法缺席仲裁。: [597, 1074, 718, 1095]
- notice-paragraph: 本院受理申请人就债务人破产清算一案，已依法裁定受理并指定管理人。债权人应在规定期限内向管理人申报债权，书面说明债权数额和有无财产担保，并提交有关证据。: [60, 461, 181, 488]
- notice-paragraph: 遗失声明：某某公司不慎遗失营业执照正副本及公章一枚，声明作废。某某个人遗失身份证件及相关证明材料，特此声明作废。: [405, 979, 526, 999]
- notice-signature: 某某人民法院: [149, 1413, 180, 1420]
- notice-paragraph: 减资公告：某某有限公司经股东会决议，注册资本由原数额减少至新数额，请债权人自公告之日起四十五日内向本公司提出清偿债务或者提供相应担保的要求。: [597, 1853, 718, 1873]
- notice-paragraph: 本院受理原告诉被告民间借贷纠纷一案，现依法向你公告送达民事判决书。自公告之日起经过三十日即视为送达，如不服本判决可在期满后十五日内提出上诉。: [60, 1666, 181, 1686]
- notice-paragraph: 本院受理的破产案件中，管理人已依法接管债务人财产，债务人的债务人或者财产持有人应当向管理人清偿债务或交付财产，第一次债权人会议将于指定日期召开。: [60, 540, 181, 566]
- notice-paragraph: 拍卖公告：受委托，将对涉诉资产进行公开拍卖，有意竞买者请于规定时间内到指定地点办理竞买登记手续，详情请咨询拍卖机构。: [597, 1214, 718, 1234]
- notice-paragraph: 本院受理原告诉被告房屋租赁合同纠纷一案，因被告下落不明，依法向你公告送达起诉状副本、应诉通知书及开庭传票，逾期不到庭将依法缺席审理。: [405, 657, 526, 677]
- notice-paragraph: 本院受理的企业公告催告案件，申请人因遗失银行承兑汇票申请公示催告，利害关系人应在公告期满前向本院申报权利，期满无人申报的本院将依法作出判决。: [60, 1313, 181, 1333]
- notice-paragraph: 河北省某某市中级人民法院公告：本院受理的股权转让纠纷一案，现依法向你公告送达民事裁定书及上诉状副本，自公告之日起经过三十日即视为送达。: [405, 1501, 526, 1521]
- notice-paragraph: 河北省某某市中级人民法院公告：本院受理的股权转让纠纷一案，现依法向你公告送达民事裁定书及上诉状副本，自公告之日起经过三十日即视为送达。: [405, 326, 526, 346]
- notice-paragraph: 本院在执行申请执行人与被执行人借款合同纠纷一案中，依法向你公告送达执行通知书、报告财产令及执行裁定书，限你在公告期满后自觉履行义务。: [235, 1758, 356, 1778]
- notice-signature: 某某人民法院: [149, 2237, 180, 2244]
- notice-paragraph: 本院受理原告诉被告房屋租赁合同纠纷一案，因被告下落不明，依法向你公告送达起诉状副本、应诉通知书及开庭传票，逾期不到庭将依法缺席审理。: [405, 1949, 526, 1969]
- notice-paragraph: 注销公告：某某有限公司经股东决定拟注销，已成立清算组，请债权人自本公告发布之日起四十五日内向清算组申报债权，逾期视为放弃。: [597, 1053, 718, 1073]
- notice-paragraph: 河北省某某市中级人民法院公告：本院受理的股权转让纠纷一案，现依法向你公告送达民事裁定书及上诉状副本，自公告之日起经过三十日即视为送达。: [405, 208, 526, 228]
- notice-signature: 某某人民法院: [494, 1118, 525, 1125]
- notice-paragraph: 某某仲裁委员会公告：本会受理的合同纠纷仲裁案，现依法向被申请人公告送达仲裁申请书副本、仲裁通知书、仲裁规则及仲裁员名册，逾期将依法缺席仲裁。: [597, 1662, 718, 1682]
- notice-paragraph: 遗失声明：某某遗失出生医学证明一份，编号见原件，声明作废。某某公司遗失开户许可证及发票专用章，特此声明作废。: [597, 892, 718, 912]
- notice-signature: 某某人民法院: [324, 648, 355, 655]
- notice-signature: 某某人民法院: [494, 765, 525, 772]
- notice-paragraph: 减资公告：某某有限公司经股东会决议，注册资本由原数额减少至新数额，请债权人自公告之日起四十五日内向本公司提出清偿债务或者提供相应担保的要求。: [597, 1148, 718, 1168]
- notice-paragraph: 本院在执行申请执行人与被执行人借款合同纠纷一案中，依法向你公告送达执行通知书、报告财产令及执行裁定书，限你在公告期满后自觉履行义务。: [235, 230, 356, 250]
- notice-paragraph: 拍卖公告：受委托，将对涉诉资产进行公开拍卖，有意竞买者请于规定时间内到指定地点办理竞买登记手续，详情请咨询拍卖机构。: [597, 1566, 718, 1586]
- notice-paragraph: 本院受理的破产案件中，管理人已依法接管债务人财产，债务人的债务人或者财产持有人应当向管理人清偿债务或交付财产，第一次债权人会议将于指定日期召开。: [60, 1501, 181, 1527]
- notice-paragraph: 拍卖公告：受委托，将对涉诉资产进行公开拍卖，有意竞买者请于规定时间内到指定地点办理竞买登记手续，详情请咨询拍卖机构。: [597, 744, 718, 764]
- notice-paragraph: 辽宁省某某市中级人民法院公告：本院受理的金融借款合同纠纷案件，现依法向各被告公告送达民事判决书，自公告之日起经过三十日即视为送达。: [235, 1266, 356, 1286]
- notice-paragraph: 辽宁省某某市中级人民法院公告：本院受理的金融借款合同纠纷案件，现依法向各被告公告送达民事判决书，自公告之日起经过三十日即视为送达。: [235, 796, 356, 816]
- notice-paragraph: 遗失声明：某某公司不慎遗失营业执照正副本及公章一枚，声明作废。某某个人遗失身份证件及相关证明材料，特此声明作废。: [405, 1684, 526, 1704]
- notice-paragraph: 安徽省某某县人民法院公告：本院受理的案件已依法作出判决，被告应在判决生效后十日内履行付款义务，逾期将依法加倍支付迟延履行期间的债务利息。: [405, 1170, 526, 1190]
- notice-paragraph: 本院在执行申请执行人与被执行人借款合同纠纷一案中，依法向你公告送达执行通知书、报告财产令及执行裁定书，限你在公告期满后自觉履行义务。: [235, 583, 356, 603]
- notice-signature: 某某人民法院: [494, 1940, 525, 1947]
- notice-paragraph: 注销公告：某某有限公司经股东决定拟注销，已成立清算组，请债权人自本公告发布之日起四十五日内向清算组申报债权，逾期视为放弃。: [597, 1875, 718, 1895]
- notice-paragraph: 安徽省某某县人民法院公告：本院受理的案件已依法作出判决，被告应在判决生效后十日内履行付款义务，逾期将依法加倍支付迟延履行期间的债务利息。: [405, 1405, 526, 1425]
- notice-paragraph: 遗失声明：某某遗失出生医学证明一份，编号见原件，声明作废。某某公司遗失开户许可证及发票专用章，特此声明作废。: [597, 2067, 718, 2087]
- notice-paragraph: 本院受理原告诉被告买卖合同纠纷一案，依法向你公告送达起诉状副本、应诉通知书、举证通知书、合议庭组成人员通知书及开庭传票，逾期将依法缺席判决。: [235, 892, 356, 912]
- notice-paragraph: 本院受理原告诉被告民间借贷纠纷一案，现依法向你公告送达民事判决书。自公告之日起经过三十日即视为送达，如不服本判决可在期满后十五日内提出上诉。: [60, 1941, 181, 1961]
- notice-paragraph: 本院受理的破产案件中，管理人已依法接管债务人财产，债务人的债务人或者财产持有人应当向管理人清偿债务或交付财产，第一次债权人会议将于指定日期召开。: [60, 1363, 181, 1390]
- notice-paragraph: 本院受理原告诉被告买卖合同纠纷一案，依法向你公告送达起诉状副本、应诉通知书、举证通知书、合议庭组成人员通知书及开庭传票，逾期将依法缺席判决。: [235, 774, 356, 794]
- notice-paragraph: 某某公司注销公告：经股东会决议，本公司拟向登记机关申请注销登记，请债权人自本公告之日起四十五日内向本公司清算组申报债权。: [405, 722, 526, 742]
- notice-column-3: [400, 162, 530, 2248]
- notice-paragraph: 安徽省某某县人民法院公告：本院受理的案件已依法作出判决，被告应在判决生效后十日内履行付款义务，逾期将依法加倍支付迟延履行期间的债务利息。: [405, 1875, 526, 1895]
- notice-paragraph: 本院受理原告诉被告房屋租赁合同纠纷一案，因被告下落不明，依法向你公告送达起诉状副本、应诉通知书及开庭传票，逾期不到庭将依法缺席审理。: [405, 1127, 526, 1147]
- notice-paragraph: 本院受理申请人就债务人破产清算一案，已依法裁定受理并指定管理人。债权人应在规定期限内向管理人申报债权，书面说明债权数额和有无财产担保，并提交有关证据。: [60, 873, 181, 900]
- notice-paragraph: 河北省某某市中级人民法院公告：本院受理的股权转让纠纷一案，现依法向你公告送达民事裁定书及上诉状副本，自公告之日起经过三十日即视为送达。: [405, 1383, 526, 1403]
- notice-signature: 某某人民法院: [149, 864, 180, 871]
- notice-signature: 某某人民法院: [494, 1353, 525, 1360]
- notice-paragraph: 河北省某某市中级人民法院公告：本院受理的股权转让纠纷一案，现依法向你公告送达民事裁定书及上诉状副本，自公告之日起经过三十日即视为送达。: [405, 1853, 526, 1873]
- notice-paragraph: 本院受理原告诉被告买卖合同纠纷一案，依法向你公告送达起诉状副本、应诉通知书、举证通知书、合议庭组成人员通知书及开庭传票，逾期将依法缺席判决。: [235, 2184, 356, 2204]
- notice-signature: 某某人民法院: [149, 590, 180, 597]
- notice-signature: 某某人民法院: [324, 2058, 355, 2065]
- notice-paragraph: 本院受理原告诉被告民间借贷纠纷一案，现依法向你公告送达民事判决书。自公告之日起经过三十日即视为送达，如不服本判决可在期满后十五日内提出上诉。: [60, 1254, 181, 1275]
- notice-signature: 某某人民法院: [494, 1705, 525, 1712]
- notice-paragraph: 遗失声明：某某公司不慎遗失营业执照正副本及公章一枚，声明作废。某某个人遗失身份证件及相关证明材料，特此声明作废。: [405, 1214, 526, 1234]
- notice-paragraph: 某某公司：本院受理原告诉被告合同纠纷一案，因你下落不明，依照法律规定向你公告送达起诉状副本、应诉通知书、举证通知书及开庭传票。自公告之日起经过三十日即视为送达。: [60, 1747, 181, 1774]
- notice-paragraph: 本院受理申请人就债务人破产清算一案，已依法裁定受理并指定管理人。债权人应在规定期限内向管理人申报债权，书面说明债权数额和有无财产担保，并提交有关证据。: [60, 1559, 181, 1586]
- notice-paragraph: 本院受理的追偿权纠纷一案已审理终结，现依法向你公告送达民事判决书，上诉期满后即发生法律效力，逾期不履行将依法强制执行。: [235, 252, 356, 272]
- notice-signature: 某某仲裁委员会: [681, 413, 717, 420]
- notice-paragraph: 拍卖公告：受委托，将对涉诉资产进行公开拍卖，有意竞买者请于规定时间内到指定地点办理竞买登记手续，详情请咨询拍卖机构。: [597, 2154, 718, 2174]
- notice-paragraph: 拍卖公告：受委托，将对涉诉资产进行公开拍卖，有意竞买者请于规定时间内到指定地点办理竞买登记手续，详情请咨询拍卖机构。: [597, 1331, 718, 1351]
- notice-paragraph: 本院在执行申请执行人与被执行人借款合同纠纷一案中，依法向你公告送达执行通知书、报告财产令及执行裁定书，限你在公告期满后自觉履行义务。: [235, 1053, 356, 1073]
- notice-paragraph: 本院受理的追偿权纠纷一案已审理终结，现依法向你公告送达民事判决书，上诉期满后即发生法律效力，逾期不履行将依法强制执行。: [235, 957, 356, 977]
- notice-paragraph: 本院受理的破产案件中，管理人已依法接管债务人财产，债务人的债务人或者财产持有人应当向管理人清偿债务或交付财产，第一次债权人会议将于指定日期召开。: [60, 814, 181, 841]
- notice-paragraph: 某某仲裁委员会公告：本会受理的合同纠纷仲裁案，现依法向被申请人公告送达仲裁申请书副本、仲裁通知书、仲裁规则及仲裁员名册，逾期将依法缺席仲裁。: [597, 487, 718, 507]
- notice-signature: 某某人民法院: [149, 1002, 180, 1009]
- notice-signature: 某某仲裁委员会: [681, 648, 717, 655]
- notice-paragraph: 本院在执行申请执行人与被执行人借款合同纠纷一案中，依法向你公告送达执行通知书、报告财产令及执行裁定书，限你在公告期满后自觉履行义务。: [235, 2110, 356, 2130]
- notice-paragraph: 河北省某某市中级人民法院公告：本院受理的股权转让纠纷一案，现依法向你公告送达民事裁定书及上诉状副本，自公告之日起经过三十日即视为送达。: [405, 1031, 526, 1051]
